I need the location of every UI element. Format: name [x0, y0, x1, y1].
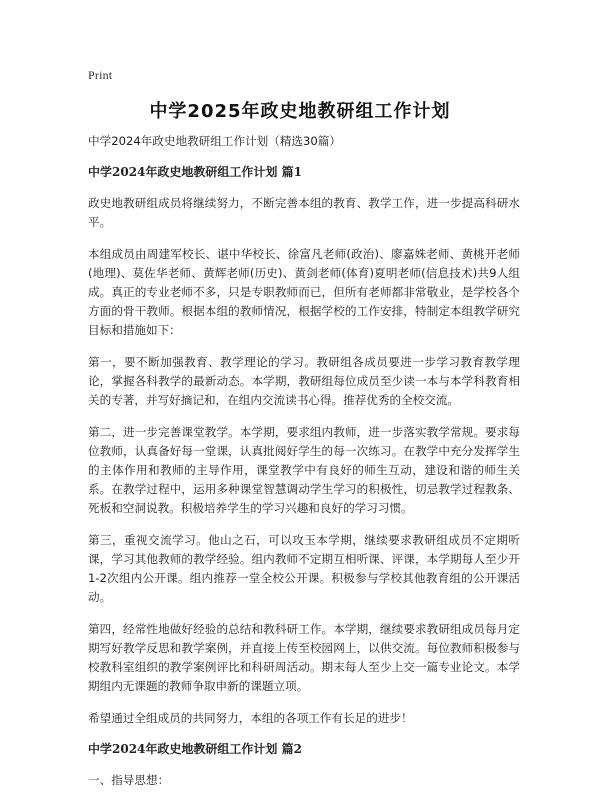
print-link[interactable]: Print [88, 68, 113, 82]
paragraph: 希望通过全组成员的共同努力，本组的各项工作有长足的进步！ [88, 711, 413, 725]
paragraph: 第四，经常性地做好经验的总结和教科研工作。本学期，继续要求教研组成员每月定期写好教学反思和教学案例，并直接上传至校园网上，以供交流。每位教师积极参与校教科室组织的教学案例评比和科研周活动。期末每人至少上交一篇专业论文。本学期组内无课题的教师争取申新的课题立项。 [88, 622, 520, 693]
document-body [88, 132, 520, 803]
paragraph: 政史地教研组成员将继续努力，不断完善本组的教育、教学工作，进一步提高科研水平。 [88, 196, 520, 229]
document-subtitle: 中学2024年政史地教研组工作计划（精选30篇） [88, 134, 341, 148]
paragraph: 本组成员由周建军校长、谌中华校长、徐富凡老师(政治)、廖嘉姝老师、黄桃开老师(地理)、莫佐华老师、黄辉老师(历史)、黄剑老师(体育)夏明老师(信息技术)共9人组成。真正的专业老师不多，只是专职教师而已，但所有老师都非常敬业，是学校各个方面的骨干教师。根据本组的教师情况，根据学校的工作安排，特制定本组教学研究目标和措施如下： [88, 247, 520, 337]
paragraph: 一、指导思想： [88, 773, 170, 787]
section-heading-1: 中学2024年政史地教研组工作计划 篇1 [88, 165, 302, 179]
paragraph: 第三，重视交流学习。他山之石，可以攻玉本学期，继续要求教研组成员不定期听课，学习其他教师的教学经验。组内教师不定期互相听课、评课，本学期每人至少开1-2次组内公开课。组内推荐一堂全校公开课。积极参与学校其他教育组的公开课活动。 [88, 533, 520, 604]
page-title: 中学2025年政史地教研组工作计划 [149, 101, 451, 122]
paragraph: 第二，进一步完善课堂教学。本学期，要求组内教师，进一步落实教学常规。要求每位教师，认真备好每一堂课，认真批阅好学生的每一次练习。在教学中充分发挥学生的主体作用和教师的主导作用，课堂教学中有良好的师生互动，建设和谐的师生关系。在教学过程中，运用多种课堂智慧调动学生学习的积极性，切忌教学过程教条、死板和空洞说教。积极培养学生的学习兴趣和良好的学习习惯。 [88, 425, 520, 515]
paragraph: 第一，要不断加强教育、教学理论的学习。教研组各成员要进一步学习教育教学理论，掌握各科教学的最新动态。本学期，教研组每位成员至少读一本与本学科教育相关的专著，并写好摘记和，在组内交流读书心得。推荐优秀的全校交流。 [88, 355, 520, 407]
section-heading-2: 中学2024年政史地教研组工作计划 篇2 [88, 742, 302, 756]
